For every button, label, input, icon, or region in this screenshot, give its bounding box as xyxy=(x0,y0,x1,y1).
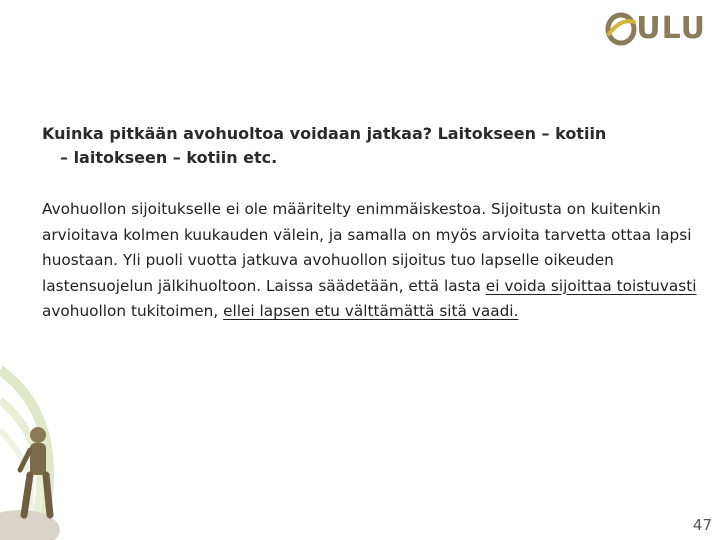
heading-line-1: Kuinka pitkään avohuoltoa voidaan jatkaa? Laitokseen – kotiin xyxy=(42,124,607,143)
oulu-logo-mark-icon xyxy=(604,12,638,46)
underlined-phrase-2: ellei lapsen etu välttämättä sitä vaadi. xyxy=(223,302,519,320)
body-text-part-2: avohuollon tukitoimen, xyxy=(42,302,224,320)
slide-heading xyxy=(42,122,692,170)
underlined-phrase-1: ei voida sijoittaa toistuvasti xyxy=(485,276,697,295)
oulu-logo xyxy=(604,12,706,46)
page-number: 47 xyxy=(692,516,712,534)
oulu-logo-text: ULU xyxy=(636,11,706,46)
slide-body-text xyxy=(42,197,702,325)
decorative-background-swirl xyxy=(0,340,130,540)
heading-line-2: – laitokseen – kotiin etc. xyxy=(60,148,278,167)
body-text-part-1: Avohuollon sijoitukselle ei ole määritelty enimmäiskestoa. Sijoitusta on kuitenkin arvioitava kolmen kuukauden välein, ja samalla on myös arvioita tarvetta ottaa lapsi huostaan. Yli puoli vuotta jatkuva avohuollon sijoitus tuo lapselle oikeuden lastensuojelun jälkihuoltoon. Laissa säädetään, että lasta xyxy=(42,200,692,295)
